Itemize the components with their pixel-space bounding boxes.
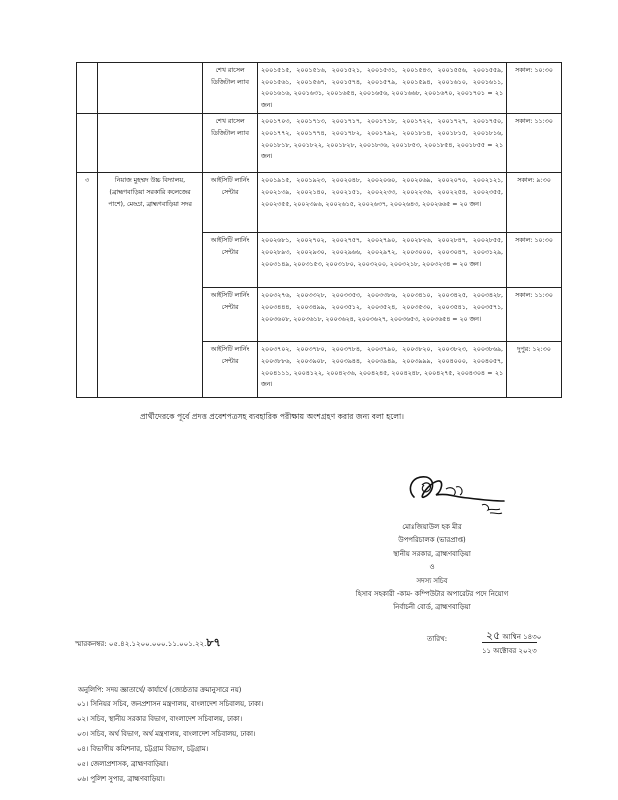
institution-cell: [98, 114, 203, 173]
memo-handwritten-number: ৮৭: [206, 636, 221, 649]
board-name: নির্বাচনী বোর্ড, ব্রাহ্মণবাড়িয়া: [393, 603, 471, 612]
table-row: [77, 173, 562, 233]
memo-label: স্মারকনম্বর: ০৫.৪২.১২০০.০০০.১১.০০১.২২.: [75, 640, 207, 648]
bangla-date-month-year: আশ্বিন ১৪৩০: [502, 633, 542, 641]
date-label: তারিখ:: [427, 635, 448, 643]
lab-cell: আইসিটি লার্নিং সেন্টার: [203, 233, 258, 288]
roll-numbers-cell: ২০০২৬৮১, ২০০২৭০২, ২০০২৭৫৭, ২০০২৭৯০, ২০০২৮২৬, ২০০২৮৪৭, ২০০২৮৫৫, ২০০২৮৯৩, ২০০২৯৩০, ২০০২৯৬৬, ২০০২৯৭২, ২০০৩০০০, ২০০৩০৪৭, ২০০৩১২৯, ২০০৩১৪৯, ২০০৩১৫৩, ২০০৩১৮০, ২০০৩২০০, ২০০৩২১৮, ২০০৩২৩৪ = ২০ জন।: [258, 233, 507, 288]
table-row: [77, 114, 562, 173]
serial-cell: [77, 114, 98, 173]
serial-number: ৩: [77, 173, 98, 398]
conjunction: ও: [429, 563, 435, 572]
lab-cell: আইসিটি লার্নিং সেন্টার: [203, 342, 258, 398]
institution-name: নিয়াজ মুহম্মদ উচ্চ বিদ্যালয়, (ব্রাহ্মণবাড়িয়া সরকারি কলেজের পাশে), মেড্ডা, ব্রাহ্মণবাড়িয়া সদর: [98, 173, 203, 398]
list-item: ০৩। সচিব, অর্থ বিভাগ, অর্থ মন্ত্রণালয়, বাংলাদেশ সচিবালয়, ঢাকা।: [77, 730, 256, 739]
time-cell: দুপুর: ১২:৩০: [507, 342, 562, 398]
lab-cell: শেখ রাসেল ডিজিটাল ল্যাব: [203, 63, 258, 114]
lab-cell: আইসিটি লার্নিং সেন্টার: [203, 173, 258, 233]
roll-numbers-cell: ২০০১৯১৫, ২০০১৯২৩, ২০০২০৪৮, ২০০২০৬০, ২০০২০৬৯, ২০০২০৭০, ২০০২১২১, ২০০২১৩৯, ২০০২১৪০, ২০০২১৫১, ২০০২২৩৩, ২০০২২৩৬, ২০০২২৫৪, ২০০২৩৫৫, ২০০২৩৫৫, ২০০২৩৯৬, ২০০২৬১৫, ২০০২৬৩৭, ২০০২৬৪৩, ২০০২৬৬৫ = ২০ জন।: [258, 173, 507, 233]
roll-numbers-cell: ২০০৩৭০২, ২০০৩৭৮০, ২০০৩৭৮৪, ২০০৩৭৯০, ২০০৩৮২০, ২০০৩৮২৩, ২০০৩৮৬৯, ২০০৩৮৮৬, ২০০৩৯০৮, ২০০৩৯৪৪, ২০০৩৯৪৯, ২০০৩৯৯৯, ২০০৪০০০, ২০০৪০৫৭, ২০০৪১১১, ২০০৪১২২, ২০০৪২৩৬, ২০০৪২৪৫, ২০০৪২৪৮, ২০০৪২৭৫, ২০০৪৩০৪ = ২১ জন।: [258, 342, 507, 398]
lab-cell: শেখ রাসেল ডিজিটাল ল্যাব: [203, 114, 258, 173]
gregorian-date: ১১ অক্টোবর ২০২৩: [482, 642, 537, 657]
time-cell: সকাল: ১০:৩০: [507, 63, 562, 114]
signatory-name: মোঃজিয়াউল হক মীর: [402, 523, 462, 531]
serial-cell: [77, 63, 98, 114]
list-item: ০৫। জেলাপ্রশাসক, ব্রাহ্মণবাড়িয়া।: [77, 760, 169, 769]
copy-heading: অনুলিপি: সদয় জ্ঞাতার্থে/ কার্যার্থে (জ্যেষ্ঠতার ক্রমানুসারে নয়): [78, 686, 242, 694]
instruction-notice: প্রার্থীদেরকে পূর্বে প্রদত্ত প্রবেশপত্রসহ ব্যবহারিক পরীক্ষায় অংশগ্রহণ করার জন্য বলা হলো।: [140, 412, 404, 421]
roll-numbers-cell: ২০০৩২৭৬, ২০০৩৩২৮, ২০০৩৩৫৩, ২০০৩৩৮৬, ২০০৩৪১০, ২০০৩৪২৫, ২০০৩৪২৮, ২০০৩৪৪৪, ২০০৩৪৯৯, ২০০৩৫১২, ২০০৩৫২৪, ২০০৩৫৩০, ২০০৩৫৪১, ২০০৩৫৭১, ২০০৩৬০৮, ২০০৩৬১৮, ২০০৩৬২৪, ২০০৩৬২৭, ২০০৩৬৫৩, ২০০৩৬৫৪ = ২০ জন।: [258, 288, 507, 342]
handwritten-signature: [398, 467, 508, 522]
copy-recipient-list: [77, 697, 263, 788]
memo-number: [75, 634, 221, 653]
bangla-date-day: ২৫: [486, 629, 501, 642]
time-cell: সকাল: ৯:৩০: [507, 173, 562, 233]
lab-cell: আইসিটি লার্নিং সেন্টার: [203, 288, 258, 342]
committee-name: হিসাব সহকারী -কাম- কম্পিউটার অপারেটর পদে নিয়োগ: [355, 590, 509, 599]
roll-numbers-cell: ২০০১৭০৩, ২০০১৭১৩, ২০০১৭১৭, ২০০১৭১৮, ২০০১৭২২, ২০০১৭২৭, ২০০১৭৫০, ২০০১৭৭২, ২০০১৭৭৪, ২০০১৭৮২, ২০০১৭৯২, ২০০১৮১৪, ২০০১৮১৫, ২০০১৮১৬, ২০০১৮১৮, ২০০১৮২২, ২০০১৮২৮, ২০০১৮৩৬, ২০০১৮৫৩, ২০০১৮৫৪, ২০০১৮৫৫ = ২১ জন।: [258, 114, 507, 173]
list-item: ০১। সিনিয়র সচিব, জনপ্রশাসন মন্ত্রণালয়, বাংলাদেশ সচিবালয়, ঢাকা।: [77, 700, 264, 708]
signatory-office: স্থানীয় সরকার, ব্রাহ্মণবাড়িয়া: [393, 549, 471, 558]
signatory-designation: উপপরিচালক (ভারপ্রাপ্ত): [398, 536, 466, 545]
time-cell: সকাল: ১০:৩০: [507, 233, 562, 288]
signature-block: [322, 521, 542, 615]
table-row: [77, 63, 562, 114]
time-cell: সকাল: ১১:৩০: [507, 288, 562, 342]
roll-numbers-cell: ২০০১৫১৫, ২০০১৫১৬, ২০০১৫২১, ২০০১৫৩১, ২০০১৫৪৩, ২০০১৫৫৬, ২০০১৫৫৯, ২০০১৫৬১, ২০০১৫৬৭, ২০০১৫৭৪, ২০০১৫৭৯, ২০০১৫৯৪, ২০০১৬১০, ২০০১৬১১, ২০০১৬১৬, ২০০১৬৩১, ২০০১৬৫৪, ২০০১৬৫৬, ২০০১৬৬৮, ২০০১৬৭০, ২০০১৭০১ = ২১ জন।: [258, 63, 507, 114]
list-item: ০৪। বিভাগীয় কমিশনার, চট্টগ্রাম বিভাগ, চট্টগ্রাম।: [77, 745, 209, 754]
signatory-role: সদস্য সচিব: [416, 576, 448, 585]
list-item: ০৬। পুলিশ সুপার, ব্রাহ্মণবাড়িয়া।: [77, 775, 165, 784]
institution-cell: [98, 63, 203, 114]
time-cell: সকাল: ১১:৩০: [507, 114, 562, 173]
list-item: ০২। সচিব, স্থানীয় সরকার বিভাগ, বাংলাদেশ সচিবালয়, ঢাকা।: [77, 715, 243, 724]
exam-schedule-table: [76, 62, 562, 398]
